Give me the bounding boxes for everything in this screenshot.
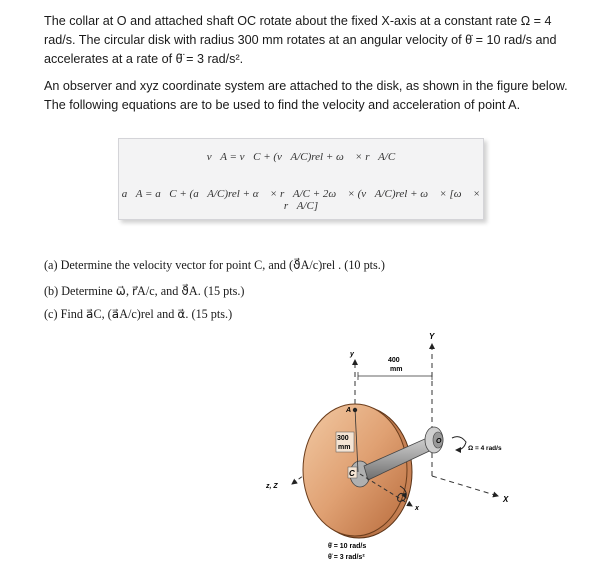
problem-paragraph-2: An observer and xyz coordinate system are attached to the disk, as shown in the figure below. The following equations are to be used to find the velocity and acceleration of point A. — [44, 79, 568, 112]
label-mm-disk: mm — [338, 444, 351, 451]
label-O: O — [436, 438, 442, 445]
X-axis — [432, 476, 498, 496]
label-X: X — [503, 495, 509, 504]
mechanism-figure — [260, 326, 530, 566]
label-thetaddot: θ̈ = 3 rad/s² — [328, 554, 365, 561]
point-A — [353, 408, 357, 412]
label-300: 300 — [337, 435, 349, 442]
question-b: (b) Determine ω⃗, r⃗A/c, and ϑ⃗A. (15 pts.) — [44, 284, 245, 298]
label-Y: Y — [429, 332, 435, 341]
acceleration-equation: a⃗A = a⃗C + (a⃗A/C)rel + α⃗ × r⃗A/C + 2ω⃗ × (v⃗A/C)rel + ω⃗ × [ω⃗ × r⃗A/C] — [121, 188, 481, 212]
omega-arc — [452, 437, 466, 450]
label-zZ: z, Z — [266, 483, 278, 490]
question-c: (c) Find a⃗C, (a⃗A/c)rel and α⃗. (15 pts.) — [44, 307, 233, 321]
label-C: C — [349, 469, 355, 478]
velocity-equation: v⃗A = v⃗C + (v⃗A/C)rel + ω⃗ × r⃗A/C — [206, 151, 396, 163]
label-omega: Ω = 4 rad/s — [468, 445, 502, 452]
problem-paragraph-1: The collar at O and attached shaft OC rotate about the fixed X-axis at a constant rate Ω = 4 rad/s. The circular disk with radius 300 mm rotates at an angular velocity of θ̇ = 10 rad/s and accelerates at a rate of θ̈ = 3 rad/s². — [44, 14, 557, 66]
label-thetadot: θ̇ = 10 rad/s — [328, 543, 367, 550]
label-x: x — [415, 505, 419, 512]
label-y: y — [350, 351, 354, 358]
equation-box — [118, 138, 484, 220]
label-mm-top: mm — [390, 366, 403, 373]
label-A: A — [346, 407, 352, 414]
question-a: (a) Determine the velocity vector for point C, and (ϑ⃗A/c)rel . (10 pts.) — [44, 258, 385, 272]
label-400: 400 — [388, 357, 400, 364]
